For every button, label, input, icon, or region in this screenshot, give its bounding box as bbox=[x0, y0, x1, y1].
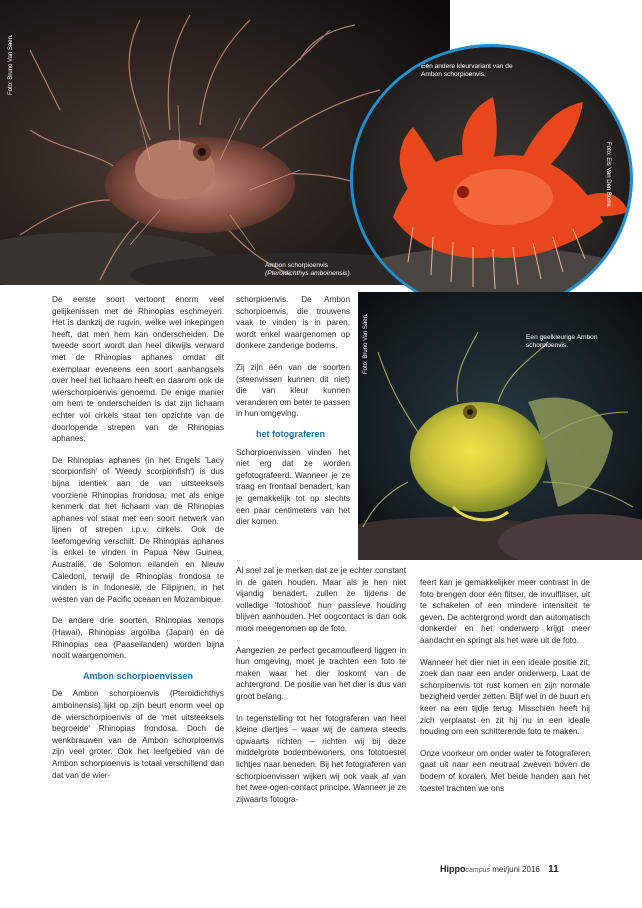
issue-date: mei/juni 2016 bbox=[492, 865, 540, 874]
paragraph: Schorpioenvissen vinden het niet erg dat ze worden gefotografeerd. Wanneer je ze traag en frontaal benadert, kan je gemakkelijk tot op slechts een paar centimeters van het dier komen. bbox=[236, 447, 350, 527]
text-column-2-bottom bbox=[236, 565, 406, 805]
paragraph: schorpioenvis. De Ambon schorpioenvis, die trouwens vaak te vinden is in paren, wordt enkel waargenomen op donkere zanderige bodems. bbox=[236, 295, 350, 351]
paragraph: Aangezien ze perfect gecamoufleerd liggen in hun omgeving, moet je trachten een foto te maken waar het dier loskomt van de achtergrond. De positie van het dier is dus van groot belang. bbox=[236, 645, 406, 701]
photo-credit: Foto: Bruno Van Saen. bbox=[363, 313, 369, 374]
caption-line: Ambon schorpioenvis. bbox=[421, 71, 486, 79]
caption-line: Een andere kleurvariant van de bbox=[421, 63, 513, 70]
paragraph: In tegenstelling tot het fotograferen van heel kleine diertjes – waar wij de camera steeds opwaarts richten – richten wij bij deze middelgrote bodembewoners, ons fototoestel lichtjes naar beneden. Bij het fotograferen van schorpioenvissen wijken wij ook vaak af van het twee-ogen-contact principe. Wanneer je ze zijwaarts fotogra- bbox=[236, 713, 406, 804]
paragraph: feert kan je gemakkelijker meer contrast in de foto brengen door één flitser, de invulflitser, uit te schakelen of een mindere intensiteit te geven. De achtergrond wordt dan automatisch donkerder en het onderwerp krijgt meer aandacht en springt als het ware uit de foto. bbox=[420, 578, 590, 645]
photo-red-variant-image bbox=[353, 47, 630, 311]
page-footer bbox=[440, 864, 559, 875]
photo-yellow-variant bbox=[358, 292, 642, 560]
photo-caption bbox=[265, 262, 352, 279]
magazine-brand-suffix: campus bbox=[465, 867, 491, 874]
paragraph: De eerste soort vertoont enorm veel gelijkenissen met de Rhinopias eschmeyeri. Het is dankzij de rugvin, welke wel inkepingen heeft, dat men hem kan onderscheiden. De tweede soort wordt dan heel dikwijls verward met de Rhinopias aphanes omdat dit exemplaar eveneens een soort aanhangsels over heel het lichaam heeft en daarom ook de wierschorpioenvis genoemd. De enige manier om hem te onderscheiden is dat zijn lichaam echter vol cirkels staat ten opzichte van de doorlopende strepen van de Rhinopias aphanes. bbox=[52, 295, 224, 444]
paragraph: De andere drie soorten, Rhinopias xenops (Hawai), Rhinopias argoliba (Japan) en de Rhinopias cea (Paaseilanden) worden bijna nooit waargenomen. bbox=[52, 616, 224, 661]
text-column-3 bbox=[420, 577, 590, 794]
paragraph: De Rhinopias aphanes (in het Engels 'Lacy scorpionfish' of 'Weedy scorpionfish') is dus bijna identiek aan de van uitsteeksels voorziene Rhinopias frondosa, met als enige kenmerk dat het lichaam van de Rhinopias aphanes vol staat met een soort netwerk van lijnen of strepen i.p.v. cirkels. Ook de leefomgeving verschilt. De Rhinopias aphanes is enkel te vinden in Papua New Guinea, Australië, de Solomon eilanden en Nieuw Caledoni, terwijl de Rhinopias frondosa te vinden is in Indonesië, de Filipijnen, in het westen van de Pacific oceaan en Mozambique. bbox=[52, 455, 224, 604]
paragraph: De Ambon schorpioenvis (Pteroidichthys amboinensis) lijkt op zijn beurt enorm veel op de wierschorpioenvis of de 'met uitsteeksels begroeide' Rhinopias frondosa. Doch de wenkbrauwen van de Ambon schorpioenvis zijn veel groter. Ook het leefgebied van de Ambon schorpioenvis is totaal verschillend dan dat van de wier- bbox=[52, 689, 224, 780]
paragraph: Onze voorkeur om onder water te fotograferen gaat uit naar een neutraal zweven boven de bodem of koralen. Met beide handen aan het toestel trachten we ons bbox=[420, 748, 590, 793]
caption-line: schorpioenvis. bbox=[526, 342, 569, 350]
caption-line: Een geelkleurige Ambon bbox=[526, 334, 598, 341]
photo-credit: Foto: Bruno Van Saen. bbox=[8, 34, 14, 95]
magazine-brand: Hippo bbox=[440, 864, 466, 874]
caption-line: (Pteroidichthys amboinensis). bbox=[265, 270, 352, 278]
paragraph: Zij zijn één van de soorten (steenvissen kunnen dit niet) die van kleur kunnen veranderen om beter te passen in hun omgeving. bbox=[236, 362, 350, 419]
text-column-2-top bbox=[236, 294, 350, 528]
caption-line: Ambon schorpioenvis bbox=[265, 262, 329, 269]
photo-credit: Foto: Els Van Den Borre. bbox=[605, 142, 611, 209]
section-heading: Ambon schorpioenvissen bbox=[82, 670, 194, 681]
paragraph: Al snel zal je merken dat ze je echter constant in de gaten houden. Maar als je hen niet vijandig benadert, zullen ze tijdens de volledige 'fotoshoot' hun passieve houding blijven aanhouden. Het oogcontact is dan ook mooi meegenomen op de foto. bbox=[236, 566, 406, 633]
photo-caption bbox=[526, 334, 597, 351]
section-heading: het fotograferen bbox=[256, 428, 326, 439]
page-number: 11 bbox=[548, 864, 559, 875]
photo-yellow-variant-image bbox=[358, 292, 642, 560]
text-column-1 bbox=[52, 294, 224, 781]
paragraph: Wanneer het dier niet in een ideale positie zit, zoek dan naar een ander onderwerp. Laat de schorpioenvis tot rust komen en zijn normale bezigheid verder zetten. Blijf wel in de buurt en keer na een tijdje terug. Misschien heeft hij zich verplaatst en zit hij nu in een ideale houding om een schitterende foto te maken. bbox=[420, 657, 590, 737]
photo-caption bbox=[421, 63, 513, 80]
photo-red-variant-circle bbox=[350, 44, 633, 314]
